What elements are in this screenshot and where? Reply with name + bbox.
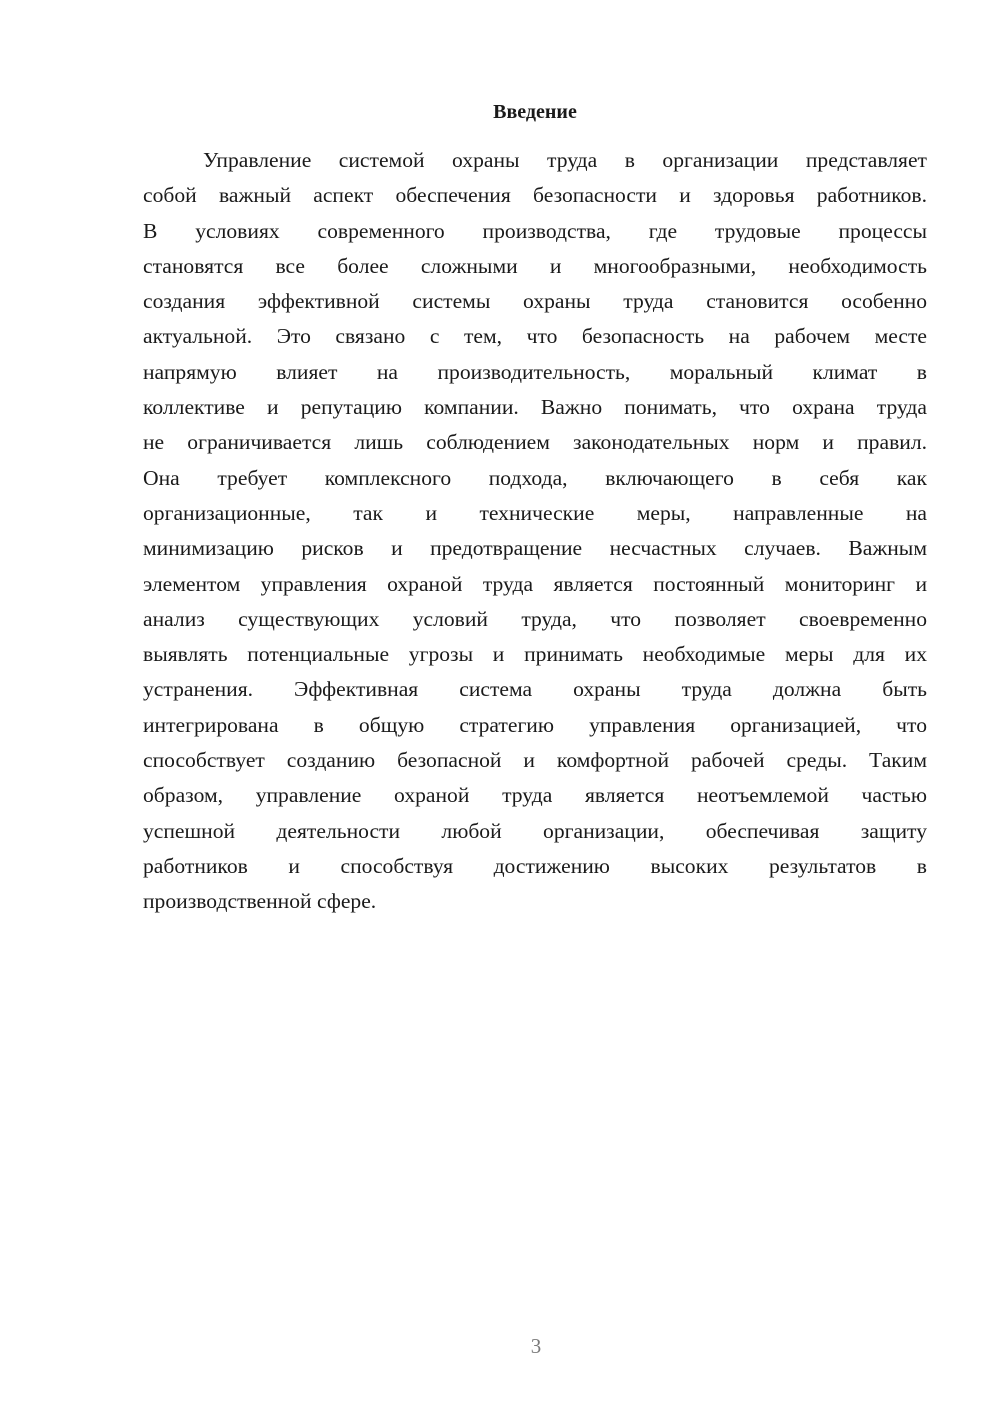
paragraph-line: минимизацию рисков и предотвращение несчастных случаев. Важным: [143, 536, 927, 561]
paragraph-line: элементом управления охраной труда является постоянный мониторинг и: [143, 571, 927, 596]
paragraph-line: собой важный аспект обеспечения безопасности и здоровья работников.: [143, 183, 927, 208]
paragraph-line: интегрирована в общую стратегию управления организацией, что: [143, 712, 927, 737]
paragraph-line: организационные, так и технические меры, направленные на: [143, 500, 927, 525]
paragraph-line: Она требует комплексного подхода, включающего в себя как: [143, 465, 927, 490]
paragraph-line: успешной деятельности любой организации, обеспечивая защиту: [143, 818, 927, 843]
paragraph-line: актуальной. Это связано с тем, что безопасность на рабочем месте: [143, 324, 927, 349]
paragraph-line: создания эффективной системы охраны труда становится особенно: [143, 289, 927, 314]
paragraph-line: не ограничивается лишь соблюдением законодательных норм и правил.: [143, 430, 927, 455]
paragraph-line: анализ существующих условий труда, что позволяет своевременно: [143, 606, 927, 631]
paragraph-line: производственной сфере.: [143, 889, 377, 914]
paragraph-line: способствует созданию безопасной и комфортной рабочей среды. Таким: [143, 748, 927, 773]
paragraph-line: напрямую влияет на производительность, моральный климат в: [143, 359, 927, 384]
page-heading: Введение: [493, 101, 577, 123]
paragraph-line: коллективе и репутацию компании. Важно понимать, что охрана труда: [143, 395, 927, 420]
paragraph-line: выявлять потенциальные угрозы и принимать необходимые меры для их: [143, 642, 927, 667]
paragraph-line: Управление системой охраны труда в организации представляет: [203, 148, 927, 172]
paragraph-line: В условиях современного производства, где трудовые процессы: [143, 218, 927, 243]
paragraph-line: образом, управление охраной труда является неотъемлемой частью: [143, 783, 927, 808]
page-number: 3: [530, 1334, 542, 1358]
paragraph-line: устранения. Эффективная система охраны труда должна быть: [143, 677, 927, 702]
paragraph-line: становятся все более сложными и многообразными, необходимость: [143, 253, 927, 278]
body-paragraph: [143, 145, 927, 922]
paragraph-line: работников и способствуя достижению высоких результатов в: [143, 853, 927, 878]
